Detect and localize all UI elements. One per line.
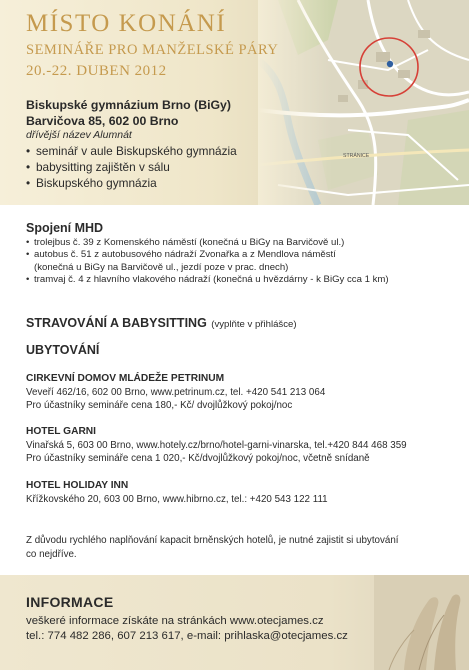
hotel-price: Pro účastníky semináře cena 180,- Kč/ dvojlůžkový pokoj/noc bbox=[26, 400, 293, 411]
praying-hands-icon bbox=[374, 575, 469, 670]
hotel-price: Pro účastníky semináře cena 1 020,- Kč/dvojlůžkový pokoj/noc, včetně snídaně bbox=[26, 453, 370, 464]
notice-line: co nejdříve. bbox=[26, 549, 77, 560]
hotel-name: CIRKEVNÍ DOMOV MLÁDEŽE PETRINUM bbox=[26, 373, 225, 384]
map-pin-icon bbox=[387, 61, 393, 67]
venue-bullet-continued: • Biskupského gymnázia bbox=[26, 175, 276, 191]
transport-item: • tramvaj č. 4 z hlavního vlakového nádraží (konečná u hvězdárny - k BiGy cca 1 km) bbox=[26, 274, 389, 286]
catering-heading: STRAVOVÁNÍ A BABYSITTING bbox=[26, 316, 207, 330]
event-date: 20.-22. DUBEN 2012 bbox=[26, 63, 167, 79]
header-section bbox=[0, 0, 469, 205]
hotel-name: HOTEL HOLIDAY INN bbox=[26, 480, 129, 491]
venue-bullets bbox=[26, 143, 276, 191]
hotel-entry-petrinum bbox=[26, 372, 325, 413]
transport-list bbox=[26, 237, 389, 286]
accommodation-heading: UBYTOVÁNÍ bbox=[26, 343, 100, 357]
venue-former-name: dřívější název Alumnát bbox=[26, 129, 132, 141]
hotel-entry-holiday-inn bbox=[26, 479, 328, 506]
accommodation-notice bbox=[26, 534, 446, 562]
footer-website-line: veškeré informace získáte na stránkách www.otecjames.cz bbox=[26, 615, 324, 627]
footer-section bbox=[0, 575, 469, 670]
transport-item-continued: (konečná u BiGy na Barvičově ul., jezdí poze v prac. dnech) bbox=[34, 261, 289, 273]
notice-line: Z důvodu rychlého naplňování kapacit brněnských hotelů, je nutné zajistit si ubytování bbox=[26, 535, 399, 546]
venue-bullet: • babysitting zajištěn v sálu bbox=[26, 159, 276, 175]
hotel-address: Veveří 462/16, 602 00 Brno, www.petrinum.cz, tel. +420 541 213 064 bbox=[26, 386, 326, 398]
transport-item: • trolejbus č. 39 z Komenského náměstí (konečná u BiGy na Barvičově ul.) bbox=[26, 237, 389, 249]
footer-contact-line: tel.: 774 482 286, 607 213 617, e-mail: prihlaska@otecjames.cz bbox=[26, 630, 348, 642]
venue-address: Barvičova 85, 602 00 Brno bbox=[26, 114, 179, 128]
hotel-entry-garni bbox=[26, 425, 407, 466]
accommodation-heading-wrap bbox=[26, 343, 99, 357]
location-map bbox=[258, 0, 469, 205]
venue-info bbox=[26, 97, 276, 191]
hotel-address: Vinařská 5, 603 00 Brno, www.hotely.cz/brno/hotel-garni-vinarska, tel.+420 844 468 359 bbox=[26, 439, 407, 451]
venue-bullet: • seminář v aule Biskupského gymnázia bbox=[26, 143, 276, 159]
transport-item: • autobus č. 51 z autobusového nádraží Zvonařka a z Mendlova náměstí bbox=[26, 249, 389, 261]
map-street-label: STRÁNICE bbox=[343, 153, 370, 159]
venue-name: Biskupské gymnázium Brno (BiGy) bbox=[26, 98, 231, 112]
transport-section bbox=[26, 221, 389, 286]
catering-note: (vyplňte v přihlášce) bbox=[211, 319, 297, 330]
hotel-address: Křížkovského 20, 603 00 Brno, www.hibrno.cz, tel.: +420 543 122 111 bbox=[26, 493, 328, 505]
catering-section bbox=[26, 314, 297, 332]
page-subtitle: SEMINÁŘE PRO MANŽELSKÉ PÁRY bbox=[26, 42, 279, 58]
page-title: MÍSTO KONÁNÍ bbox=[26, 10, 227, 37]
transport-heading: Spojení MHD bbox=[26, 221, 104, 235]
footer-title: INFORMACE bbox=[26, 594, 114, 610]
hotel-name: HOTEL GARNI bbox=[26, 426, 96, 437]
